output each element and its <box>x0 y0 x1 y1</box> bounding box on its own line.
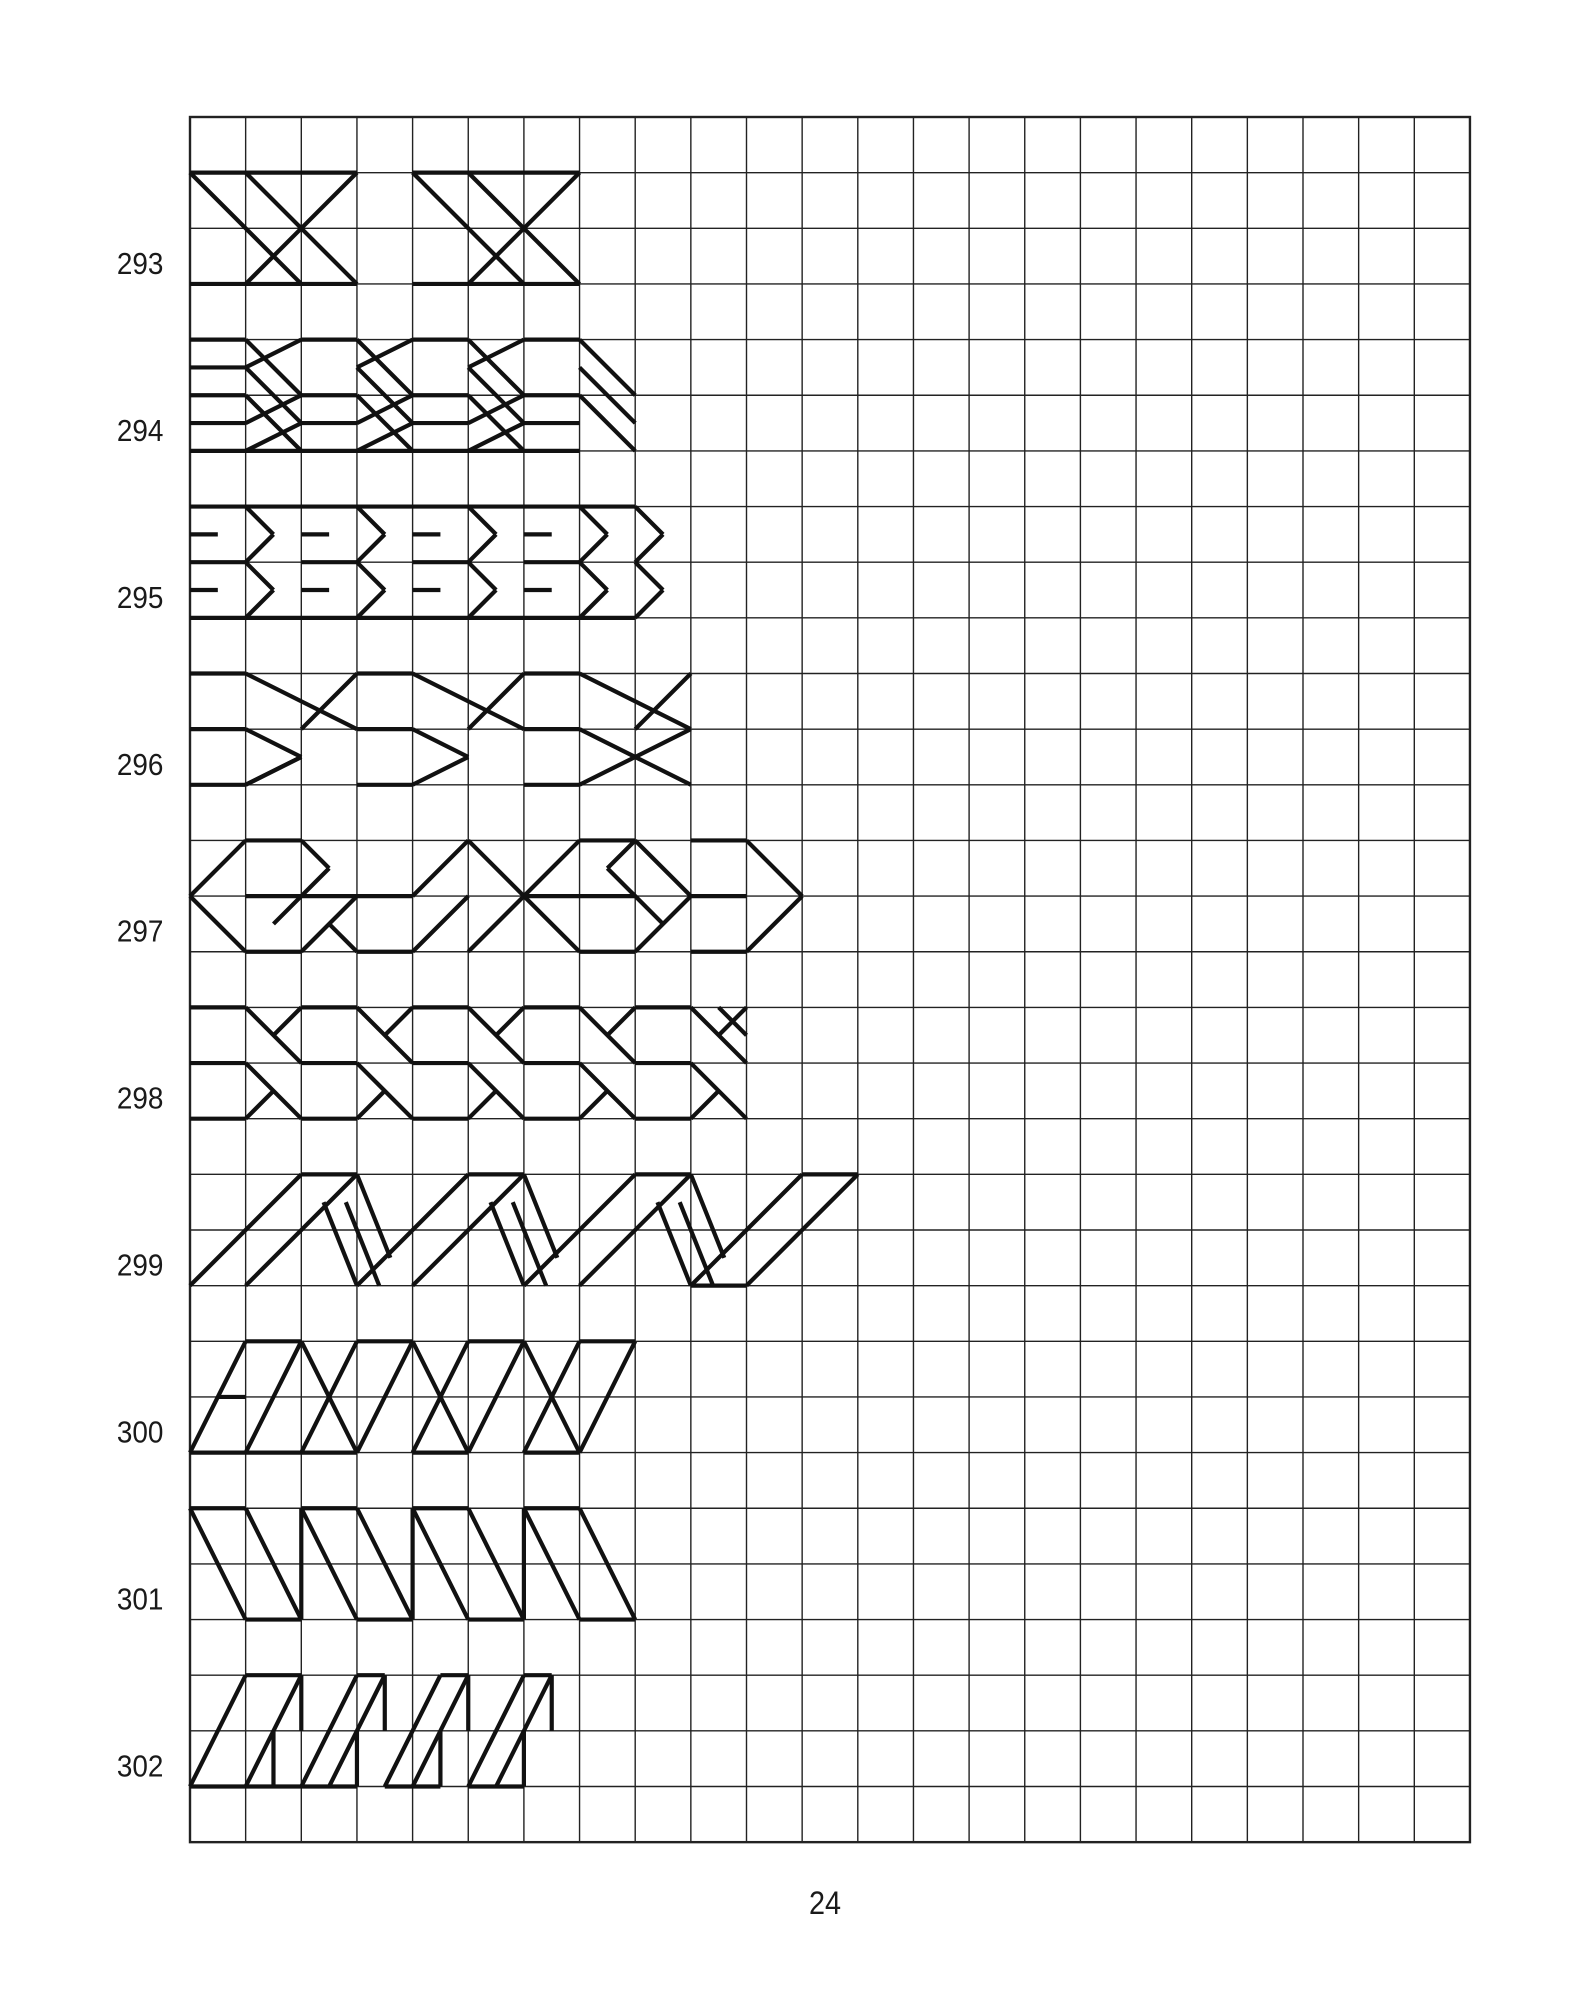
pattern-stroke <box>635 840 691 896</box>
pattern-stroke <box>496 1007 524 1035</box>
pattern-stroke <box>580 1091 608 1119</box>
pattern-stroke <box>357 590 385 618</box>
pattern-stroke <box>468 1091 496 1119</box>
pattern-stroke <box>607 840 635 868</box>
pattern-stroke <box>468 423 524 451</box>
pattern-stroke <box>246 173 302 229</box>
pattern-stroke <box>468 534 496 562</box>
pattern-stroke <box>580 534 608 562</box>
pattern-stroke <box>747 840 803 896</box>
pattern-stroke <box>413 757 469 785</box>
pattern-stroke <box>468 395 524 451</box>
pattern-stroke <box>635 757 691 785</box>
pattern-stroke <box>691 1091 719 1119</box>
pattern-stroke <box>246 395 302 451</box>
pattern-label-296: 296 <box>116 747 164 783</box>
pattern-stroke <box>635 562 663 590</box>
grid <box>190 117 1470 1842</box>
pattern-stroke <box>246 1091 274 1119</box>
pattern-stroke <box>357 395 413 423</box>
pattern-stroke <box>301 840 329 868</box>
pattern-stroke <box>635 590 663 618</box>
pattern-stroke <box>301 228 357 284</box>
pattern-stroke <box>329 924 357 952</box>
pattern-stroke <box>190 896 246 952</box>
pattern-stroke <box>524 173 580 229</box>
pattern-stroke <box>580 729 636 757</box>
pattern-stroke <box>468 340 524 396</box>
grid-border <box>190 117 1470 1842</box>
pattern-stroke <box>635 507 663 535</box>
pattern-stroke <box>413 896 469 952</box>
pattern-stroke <box>357 395 413 451</box>
pattern-stroke <box>246 340 302 396</box>
pattern-stroke <box>635 729 691 757</box>
pattern-stroke <box>329 1341 357 1397</box>
pattern-stroke <box>524 1397 552 1453</box>
pattern-stroke <box>246 340 302 368</box>
pattern-stroke <box>246 507 274 535</box>
pattern-stroke <box>468 562 496 590</box>
pattern-stroke <box>468 395 524 423</box>
pattern-stroke <box>246 562 274 590</box>
pattern-stroke <box>580 562 608 590</box>
pattern-stroke <box>246 757 302 785</box>
pattern-stroke <box>301 674 357 730</box>
pattern-stroke <box>246 423 302 451</box>
pattern-label-293: 293 <box>116 246 164 282</box>
pattern-label-301: 301 <box>116 1582 164 1617</box>
pattern-stroke <box>607 1007 635 1035</box>
pattern-stroke <box>635 674 691 730</box>
pattern-stroke <box>440 1341 468 1397</box>
pattern-stroke <box>580 590 608 618</box>
pattern-stroke <box>552 1341 580 1397</box>
pattern-label-298: 298 <box>116 1081 164 1117</box>
pattern-stroke <box>413 729 469 757</box>
pattern-stroke <box>357 534 385 562</box>
pattern-label-294: 294 <box>116 413 164 449</box>
pattern-label-297: 297 <box>116 914 164 950</box>
pattern-stroke <box>468 590 496 618</box>
pattern-stroke <box>246 590 274 618</box>
pattern-stroke <box>190 840 246 896</box>
pattern-label-299: 299 <box>116 1248 164 1284</box>
pattern-label-300: 300 <box>116 1415 164 1450</box>
pattern-stroke <box>246 395 302 423</box>
page-number: 24 <box>808 1885 842 1922</box>
pattern-stroke <box>246 729 302 757</box>
pattern-stroke <box>273 1007 301 1035</box>
pattern-stroke <box>468 173 524 229</box>
pattern-stroke <box>468 340 524 368</box>
pattern-stroke <box>301 173 357 229</box>
pattern-stroke <box>468 674 524 730</box>
pattern-stroke <box>301 1397 329 1453</box>
pattern-stroke <box>413 840 469 896</box>
pattern-stroke <box>246 534 274 562</box>
pattern-stroke <box>413 1397 441 1453</box>
pattern-stroke <box>580 395 636 451</box>
pattern-label-295: 295 <box>116 580 164 616</box>
pattern-stroke <box>747 896 803 952</box>
pattern-stroke <box>357 1091 385 1119</box>
pattern-stroke <box>357 340 413 368</box>
pattern-stroke <box>357 340 413 396</box>
pattern-stroke <box>385 1007 413 1035</box>
pattern-labels <box>117 247 164 1784</box>
pattern-stroke <box>357 423 413 451</box>
pattern-stroke <box>357 562 385 590</box>
pattern-stroke <box>357 507 385 535</box>
pattern-stroke <box>524 228 580 284</box>
pattern-stroke <box>468 507 496 535</box>
pattern-stroke <box>580 340 636 396</box>
pattern-stroke <box>580 507 608 535</box>
pattern-stroke <box>635 534 663 562</box>
pattern-stroke <box>580 757 636 785</box>
pattern-label-302: 302 <box>116 1749 164 1784</box>
